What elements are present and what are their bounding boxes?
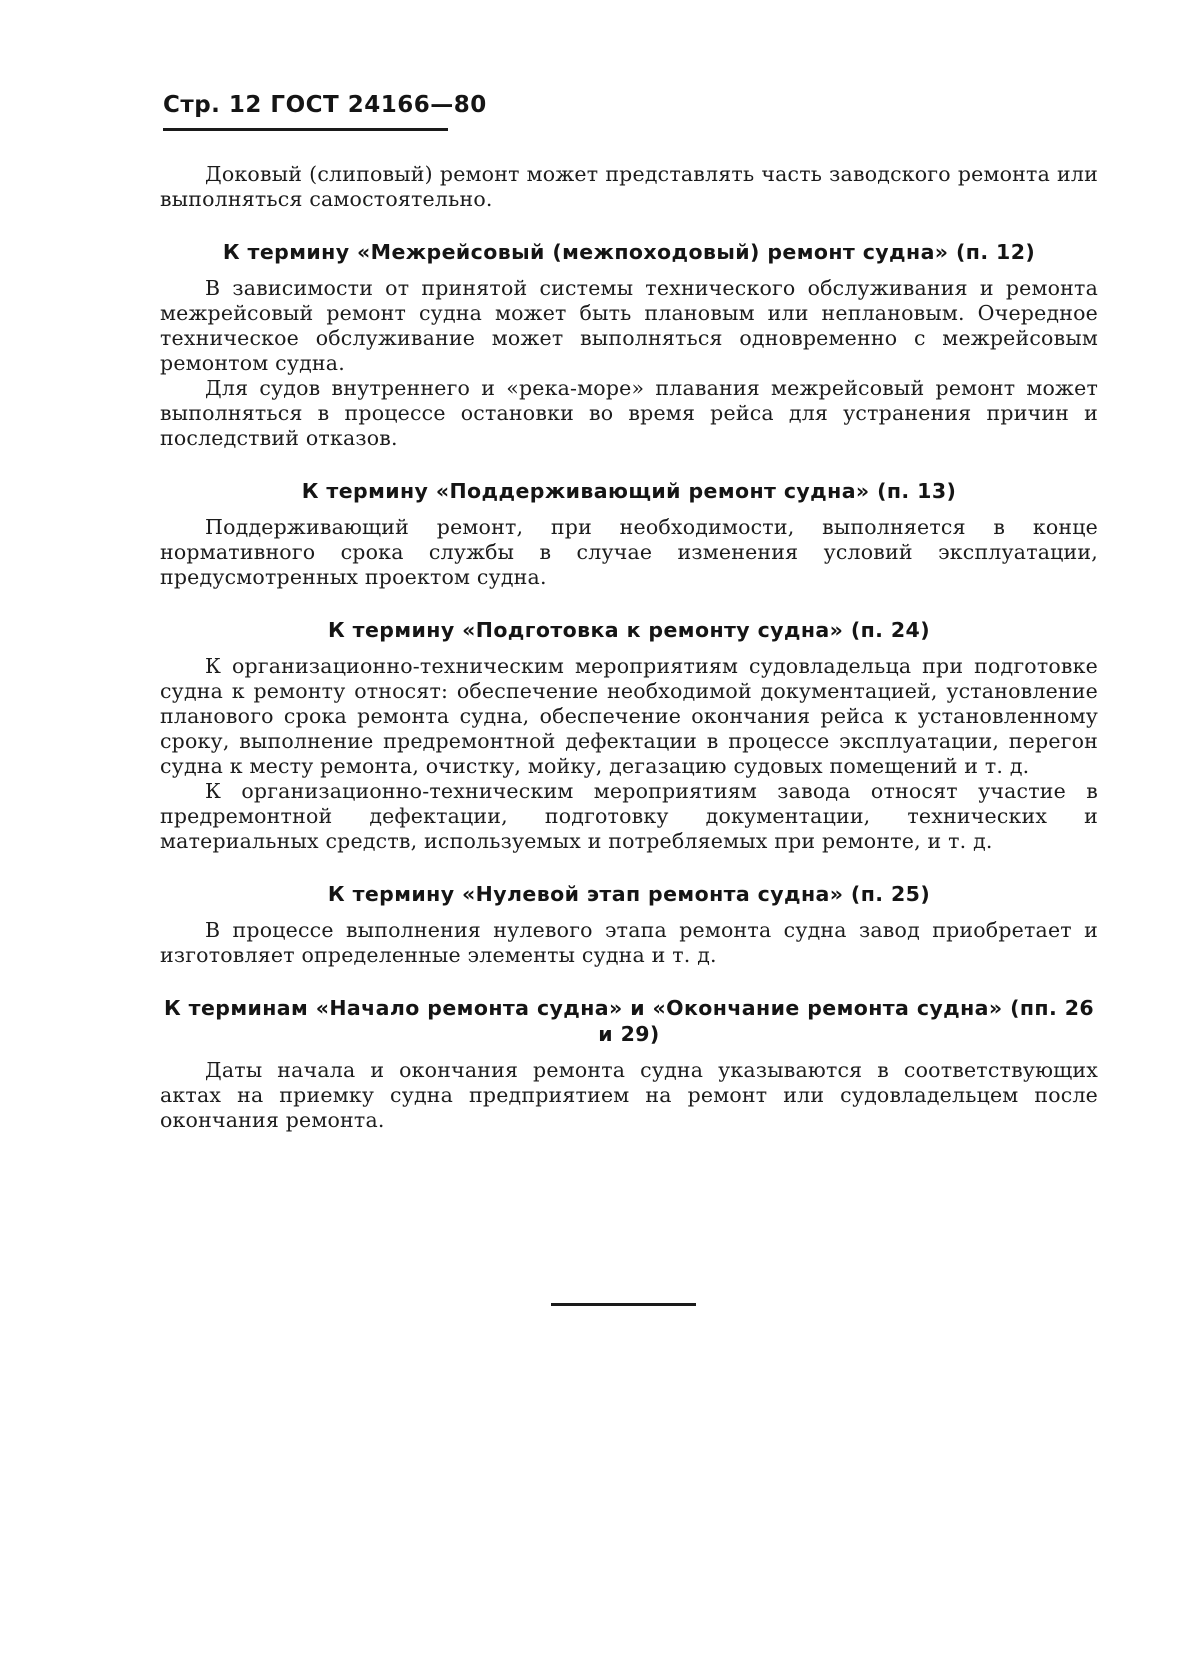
closing-divider [551,1303,696,1306]
intro-paragraph: Доковый (слиповый) ремонт может представлять часть заводского ремонта или выполняться самостоятельно. [160,162,1098,211]
section-zero-stage [160,881,1098,968]
section-repair-start-end [160,995,1098,1133]
section-heading: К термину «Нулевой этап ремонта судна» (п. 25) [327,882,931,906]
section-paragraph: В зависимости от принятой системы технического обслуживания и ремонта межрейсовый ремонт судна может быть плановым или неплановым. Очередное техническое обслуживание может выполняться одновременно с межрейсовым ремонтом судна. [160,276,1098,375]
header-divider [163,128,448,131]
document-body [160,162,1098,1133]
section-paragraph: Поддерживающий ремонт, при необходимости, выполняется в конце нормативного срока службы в случае изменения условий эксплуатации, предусмотренных проектом судна. [160,515,1098,589]
section-heading: К терминам «Начало ремонта судна» и «Окончание ремонта судна» (пп. 26 и 29) [163,996,1095,1046]
section-interrun-repair [160,239,1098,451]
section-heading: К термину «Подготовка к ремонту судна» (п. 24) [327,618,930,642]
section-paragraph: К организационно-техническим мероприятиям судовладельца при подготовке судна к ремонту относят: обеспечение необходимой документацией, установление планового срока ремонта судна, обеспечение окончания рейса к установленному сроку, выполнение предремонтной дефектации в процессе эксплуатации, перегон судна к месту ремонта, очистку, мойку, дегазацию судовых помещений и т. д. [160,654,1098,778]
section-paragraph: В процессе выполнения нулевого этапа ремонта судна завод приобретает и изготовляет определенные элементы судна и т. д. [160,918,1098,967]
page-header: Стр. 12 ГОСТ 24166—80 [163,92,487,118]
section-heading: К термину «Поддерживающий ремонт судна» (п. 13) [301,479,957,503]
section-maintenance-repair [160,478,1098,590]
section-paragraph: Даты начала и окончания ремонта судна указываются в соответствующих актах на приемку судна предприятием на ремонт или судовладельцем после окончания ремонта. [160,1058,1098,1132]
section-paragraph: Для судов внутреннего и «река-море» плавания межрейсовый ремонт может выполняться в процессе остановки во время рейса для устранения причин и последствий отказов. [160,376,1098,450]
section-repair-preparation [160,617,1098,854]
section-heading: К термину «Межрейсовый (межпоходовый) ремонт судна» (п. 12) [222,240,1036,264]
section-paragraph: К организационно-техническим мероприятиям завода относят участие в предремонтной дефектации, подготовку документации, технических и материальных средств, используемых и потребляемых при ремонте, и т. д. [160,779,1098,853]
